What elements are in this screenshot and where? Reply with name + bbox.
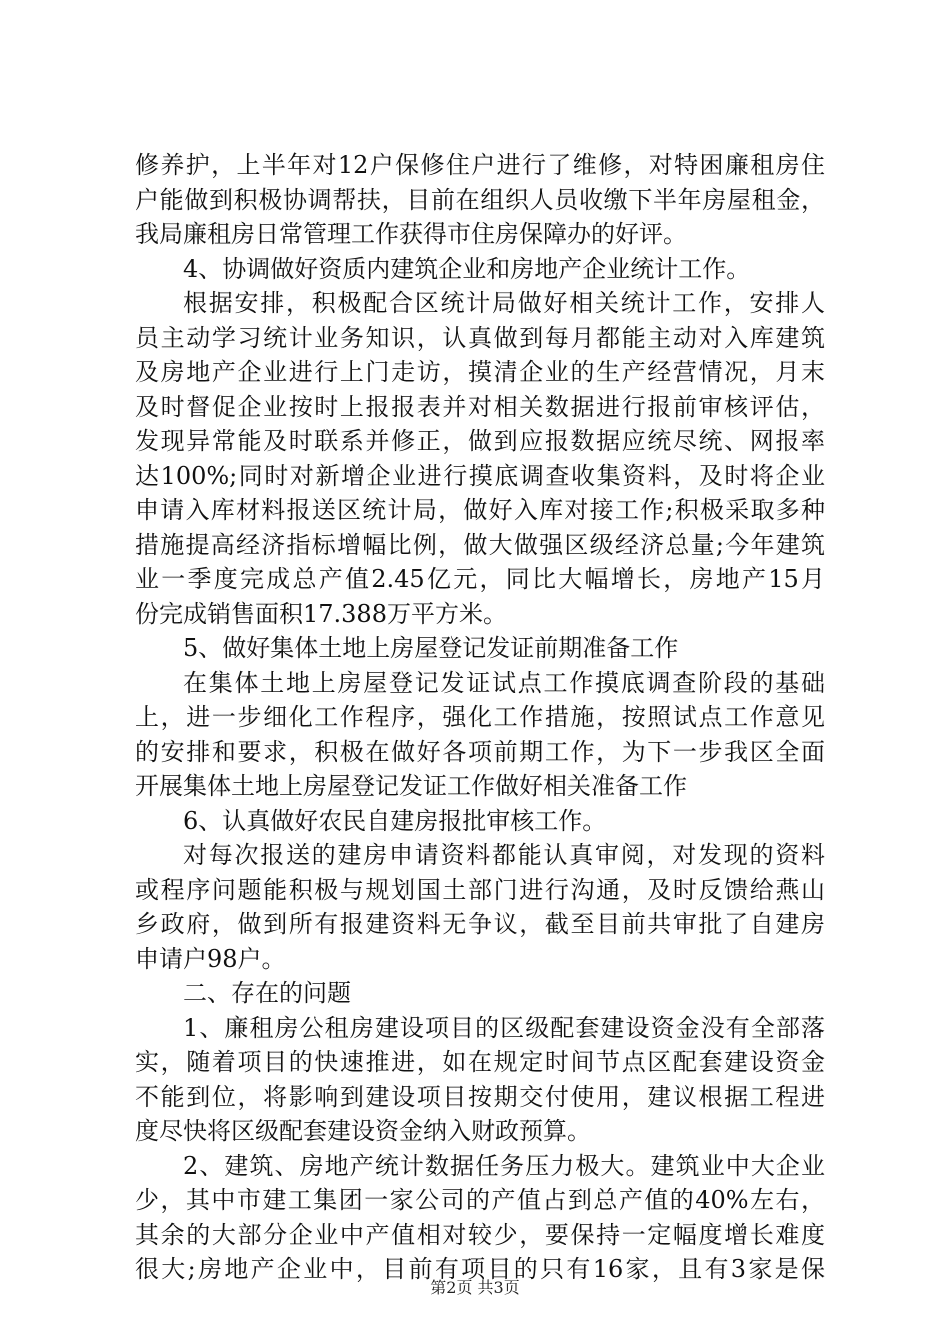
text-line: 户能做到积极协调帮扶，目前在组织人员收缴下半年房屋租金， bbox=[135, 185, 825, 214]
text-line: 1、廉租房公租房建设项目的区级配套建设资金没有全部落 bbox=[183, 1013, 825, 1042]
text-line: 二、存在的问题 bbox=[183, 979, 351, 1007]
page-number-footer: 第2页 共3页 bbox=[430, 1278, 520, 1297]
text-line: 上，进一步细化工作程序，强化工作措施，按照试点工作意见 bbox=[135, 703, 825, 731]
text-line: 及房地产企业进行上门走访，摸清企业的生产经营情况，月末 bbox=[135, 358, 825, 386]
text-line: 修养护，上半年对12户保修住户进行了维修，对特困廉租房住 bbox=[135, 151, 825, 179]
text-line: 申请户98户。 bbox=[135, 944, 286, 973]
text-line: 6、认真做好农民自建房报批审核工作。 bbox=[183, 806, 607, 835]
text-line: 实，随着项目的快速推进，如在规定时间节点区配套建设资金 bbox=[135, 1048, 825, 1076]
text-line: 达100%;同时对新增企业进行摸底调查收集资料，及时将企业 bbox=[135, 461, 825, 490]
text-line: 的安排和要求，积极在做好各项前期工作，为下一步我区全面 bbox=[135, 737, 825, 766]
text-line: 份完成销售面积17.388万平方米。 bbox=[135, 599, 507, 628]
text-line: 对每次报送的建房申请资料都能认真审阅，对发现的资料 bbox=[183, 841, 825, 869]
document-body bbox=[135, 148, 825, 1287]
text-line: 或程序问题能积极与规划国土部门进行沟通，及时反馈给燕山 bbox=[135, 875, 825, 904]
text-line: 4、协调做好资质内建筑企业和房地产企业统计工作。 bbox=[183, 254, 751, 283]
text-line: 很大;房地产企业中，目前有项目的只有16家，且有3家是保 bbox=[135, 1255, 825, 1283]
text-line: 在集体土地上房屋登记发证试点工作摸底调查阶段的基础 bbox=[183, 668, 825, 697]
text-line: 发现异常能及时联系并修正，做到应报数据应统尽统、网报率 bbox=[135, 427, 825, 455]
text-line: 5、做好集体土地上房屋登记发证前期准备工作 bbox=[183, 634, 679, 662]
text-line: 其余的大部分企业中产值相对较少，要保持一定幅度增长难度 bbox=[135, 1220, 825, 1249]
text-line: 开展集体土地上房屋登记发证工作做好相关准备工作 bbox=[135, 772, 687, 800]
text-line: 度尽快将区级配套建设资金纳入财政预算。 bbox=[135, 1117, 591, 1145]
text-line: 我局廉租房日常管理工作获得市住房保障办的好评。 bbox=[135, 220, 687, 248]
text-line: 根据安排，积极配合区统计局做好相关统计工作，安排人 bbox=[183, 289, 825, 317]
text-line: 措施提高经济指标增幅比例，做大做强区级经济总量;今年建筑 bbox=[135, 530, 825, 559]
text-line: 业一季度完成总产值2.45亿元，同比大幅增长，房地产15月 bbox=[135, 565, 825, 593]
text-line: 员主动学习统计业务知识，认真做到每月都能主动对入库建筑 bbox=[135, 323, 825, 352]
text-line: 及时督促企业按时上报报表并对相关数据进行报前审核评估， bbox=[135, 392, 825, 421]
text-line: 2、建筑、房地产统计数据任务压力极大。建筑业中大企业 bbox=[183, 1151, 825, 1180]
text-line: 少，其中市建工集团一家公司的产值占到总产值的40%左右， bbox=[135, 1186, 825, 1214]
text-line: 申请入库材料报送区统计局，做好入库对接工作;积极采取多种 bbox=[135, 496, 825, 524]
text-line: 不能到位，将影响到建设项目按期交付使用，建议根据工程进 bbox=[135, 1082, 825, 1111]
text-line: 乡政府，做到所有报建资料无争议，截至目前共审批了自建房 bbox=[135, 910, 825, 938]
